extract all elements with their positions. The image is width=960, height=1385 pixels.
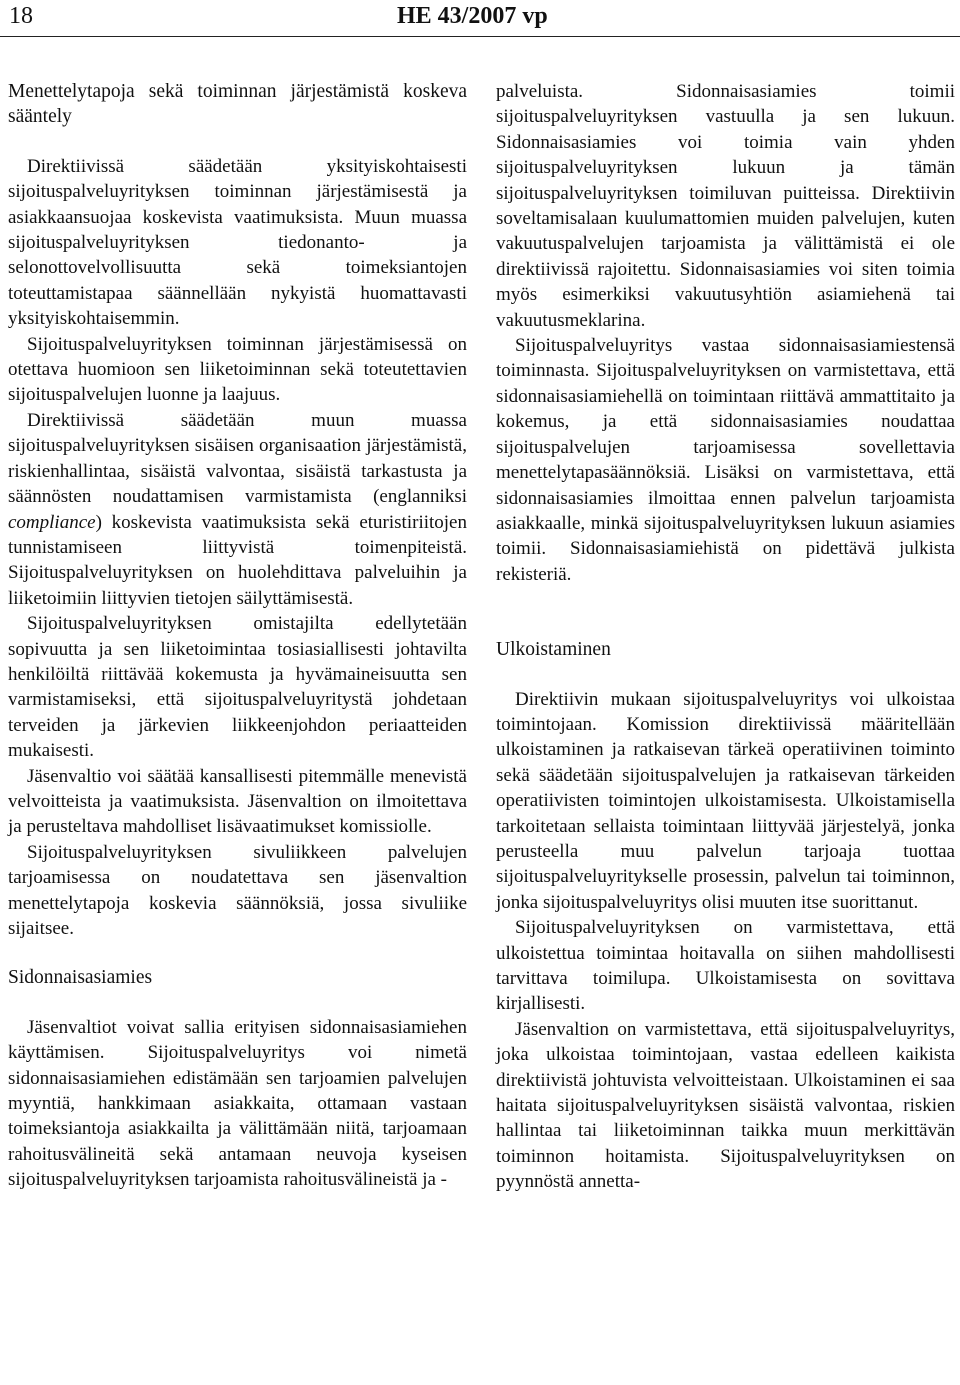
page-header bbox=[0, 0, 960, 36]
paragraph: Sijoituspalveluyrityksen on varmistettava, että ulkoistettua toimintaa hoitavalla on siihen mahdollisesti tarvittava toimilupa. Ulkoistamisesta on sovittava kirjallisesti. bbox=[496, 917, 955, 1015]
paragraph: Direktiivissä säädetään yksityiskohtaisesti sijoituspalveluyrityksen toiminnan järjestämisestä ja asiakkaansuojaa koskevista vaatimuksista. Muun muassa sijoituspalveluyrityksen tiedonanto- ja selonottovelvollisuutta sekä toimeksiantojen toteuttamistapaa säännellään nykyistä huomattavasti yksityiskohtaisemmin. bbox=[8, 155, 467, 330]
paragraph: Sijoituspalveluyritys vastaa sidonnaisasiamiestensä toiminnasta. Sijoituspalveluyrityksen on varmistettava, että sidonnaisasiamiehellä on toimintaan riittävä ammattitaito ja kokemus, ja että sidonnaisasiamies noudattaa sijoituspalvelujen tarjoamisessa sovellettavia menettelytapasäännöksiä. Lisäksi on varmistettava, että sidonnaisasiamies ilmoittaa ennen palvelun tarjoamista asiakkaalle, minkä sijoituspalveluyrityksen lukuun asiamies toimii. Sidonnaisasiamiehistä on pidettävä julkista rekisteriä. bbox=[496, 335, 955, 585]
right-column bbox=[496, 79, 955, 1195]
paragraph: Direktiivin mukaan sijoituspalveluyritys voi ulkoistaa toimintojaan. Komission direktiivissä määritellään ulkoistaminen ja ratkaisevan tärkeä operatiivinen toiminto sekä säädetään sijoituspalvelujen ja ratkaisevan tärkeiden operatiivisten toimintojen ulkoistamisesta. Ulkoistamisella tarkoitetaan sellaista toimintaan liittyvää järjestelyä, jonka perusteella muu palvelun tarjoaja tuottaa sijoituspalveluyritykselle prosessin, palvelun tai toiminnon, jonka sijoituspalveluyritys olisi muuten itse suorittanut. bbox=[496, 688, 955, 913]
paragraph: Sijoituspalveluyrityksen omistajilta edellytetään sopivuutta ja sen liiketoimintaa tosiasiallisesti johtavilta henkilöiltä riittävää kokemusta ja hyvämaineisuutta sen varmistamiseksi, että sijoituspalveluyritystä johdetaan terveiden ja järkevien liikkeenjohdon periaatteiden mukaisesti. bbox=[8, 613, 467, 762]
paragraph: palveluista. Sidonnaisasiamies toimii sijoituspalveluyrityksen vastuulla ja sen lukuun. Sidonnaisasiamies voi toimia vain yhden sijoituspalveluyrityksen lukuun ja tämän sijoituspalveluyrityksen toimiluvan puitteissa. Direktiivin soveltamisalaan kuulumattomien muiden palvelujen, kuten vakuutuspalvelujen tarjoamista ja välittämistä ei ole direktiivissä rajoitettu. Sidonnaisasiamies voi siten toimia myös esimerkiksi vakuutusyhtiön asiamiehenä tai vakuutusmeklarina. bbox=[496, 81, 955, 331]
section-heading: Menettelytapoja sekä toiminnan järjestämistä koskeva sääntely bbox=[8, 81, 467, 128]
paragraph: Sijoituspalveluyrityksen toiminnan järjestämisessä on otettava huomioon sen liiketoiminnan sekä toteutettavien sijoituspalvelujen luonne ja laajuus. bbox=[8, 333, 467, 406]
section-heading: Sidonnaisasiamies bbox=[8, 967, 153, 989]
page-number: 18 bbox=[9, 3, 33, 29]
paragraph-text: ) koskevista vaatimuksista sekä eturistiriitojen tunnistamiseen liittyvistä toimenpiteistä. Sijoituspalveluyrityksen on huolehdittava palveluihin ja liiketoimiin liittyvien tietojen säilyttämisestä. bbox=[8, 511, 467, 609]
left-column bbox=[8, 79, 467, 1193]
section-heading: Ulkoistaminen bbox=[496, 639, 611, 661]
paragraph-text: Direktiivissä säädetään muun muassa sijoituspalveluyrityksen sisäisen organisaation järjestämistä, riskienhallintaa, sisäistä valvontaa, sisäistä tarkastusta ja säännösten noudattamisen varmistamista (englanniksi bbox=[8, 409, 467, 508]
paragraph: Jäsenvaltio voi säätää kansallisesti pitemmälle menevistä velvoitteista ja vaatimuksista. Jäsenvaltion on ilmoitettava ja perusteltava mahdolliset lisävaatimukset komissiolle. bbox=[8, 765, 467, 838]
header-rule bbox=[0, 36, 960, 37]
paragraph: Jäsenvaltiot voivat sallia erityisen sidonnaisasiamiehen käyttämisen. Sijoituspalveluyritys voi nimetä sidonnaisasiamiehen edistämään sen tarjoamien palvelujen myyntiä, hankkimaan asiakkaita, ottamaan vastaan toimeksiantoja asiakkailta ja välittämään niitä, tarjoamaan rahoitusvälineitä sekä antamaan neuvoja kyseisen sijoituspalveluyrityksen tarjoamista rahoitusvälineistä ja - bbox=[8, 1016, 467, 1191]
italic-term: compliance bbox=[8, 511, 96, 533]
paragraph: Jäsenvaltion on varmistettava, että sijoituspalveluyritys, joka ulkoistaa toimintojaan, vastaa edelleen kaikista direktiivistä johtuvista velvoitteistaan. Ulkoistaminen ei saa haitata sijoituspalveluyrityksen sisäistä valvontaa, riskien hallintaa tai liiketoiminnan taikka muun merkittävän toiminnon hoitamista. Sijoituspalveluyrityksen on pyynnöstä annetta- bbox=[496, 1018, 955, 1193]
paragraph bbox=[8, 408, 467, 611]
document-id: HE 43/2007 vp bbox=[397, 3, 548, 29]
paragraph: Sijoituspalveluyrityksen sivuliikkeen palvelujen tarjoamisessa on noudatettava sen jäsenvaltion menettelytapoja koskevia säännöksiä, jossa sivuliike sijaitsee. bbox=[8, 841, 467, 939]
